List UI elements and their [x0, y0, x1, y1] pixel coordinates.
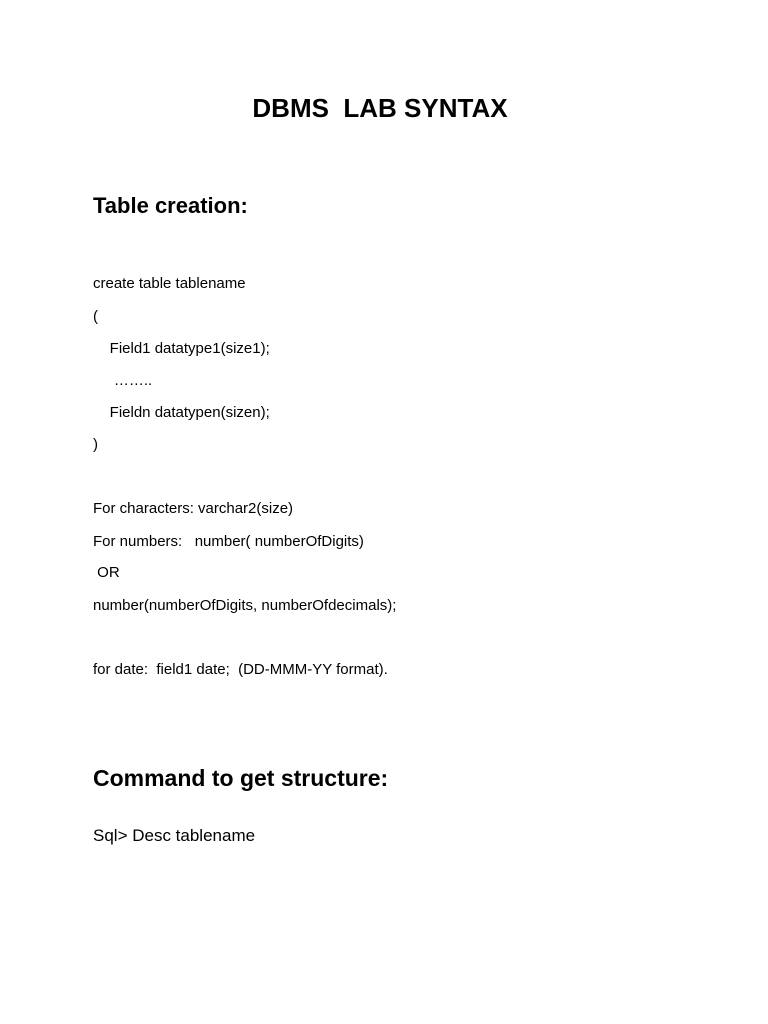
datatype-or: OR — [93, 564, 120, 581]
datatype-numbers-alt: number(numberOfDigits, numberOfdecimals); — [93, 597, 397, 614]
datatype-numbers: For numbers: number( numberOfDigits) — [93, 533, 364, 550]
desc-command: Sql> Desc tablename — [93, 826, 256, 845]
datatype-characters: For characters: varchar2(size) — [93, 500, 294, 517]
section-heading-structure: Command to get structure: — [93, 765, 389, 791]
code-line: create table tablename — [93, 275, 246, 292]
code-line: …….. — [93, 372, 153, 389]
code-line: Field1 datatype1(size1); — [93, 340, 270, 357]
document-title: DBMS LAB SYNTAX — [252, 93, 508, 123]
code-line: Fieldn datatypen(sizen); — [93, 404, 270, 421]
section-heading-table-creation: Table creation: — [93, 193, 248, 218]
code-line: ) — [93, 436, 98, 453]
datatype-date: for date: field1 date; (DD-MMM-YY format). — [93, 661, 388, 678]
code-line: ( — [93, 308, 98, 325]
